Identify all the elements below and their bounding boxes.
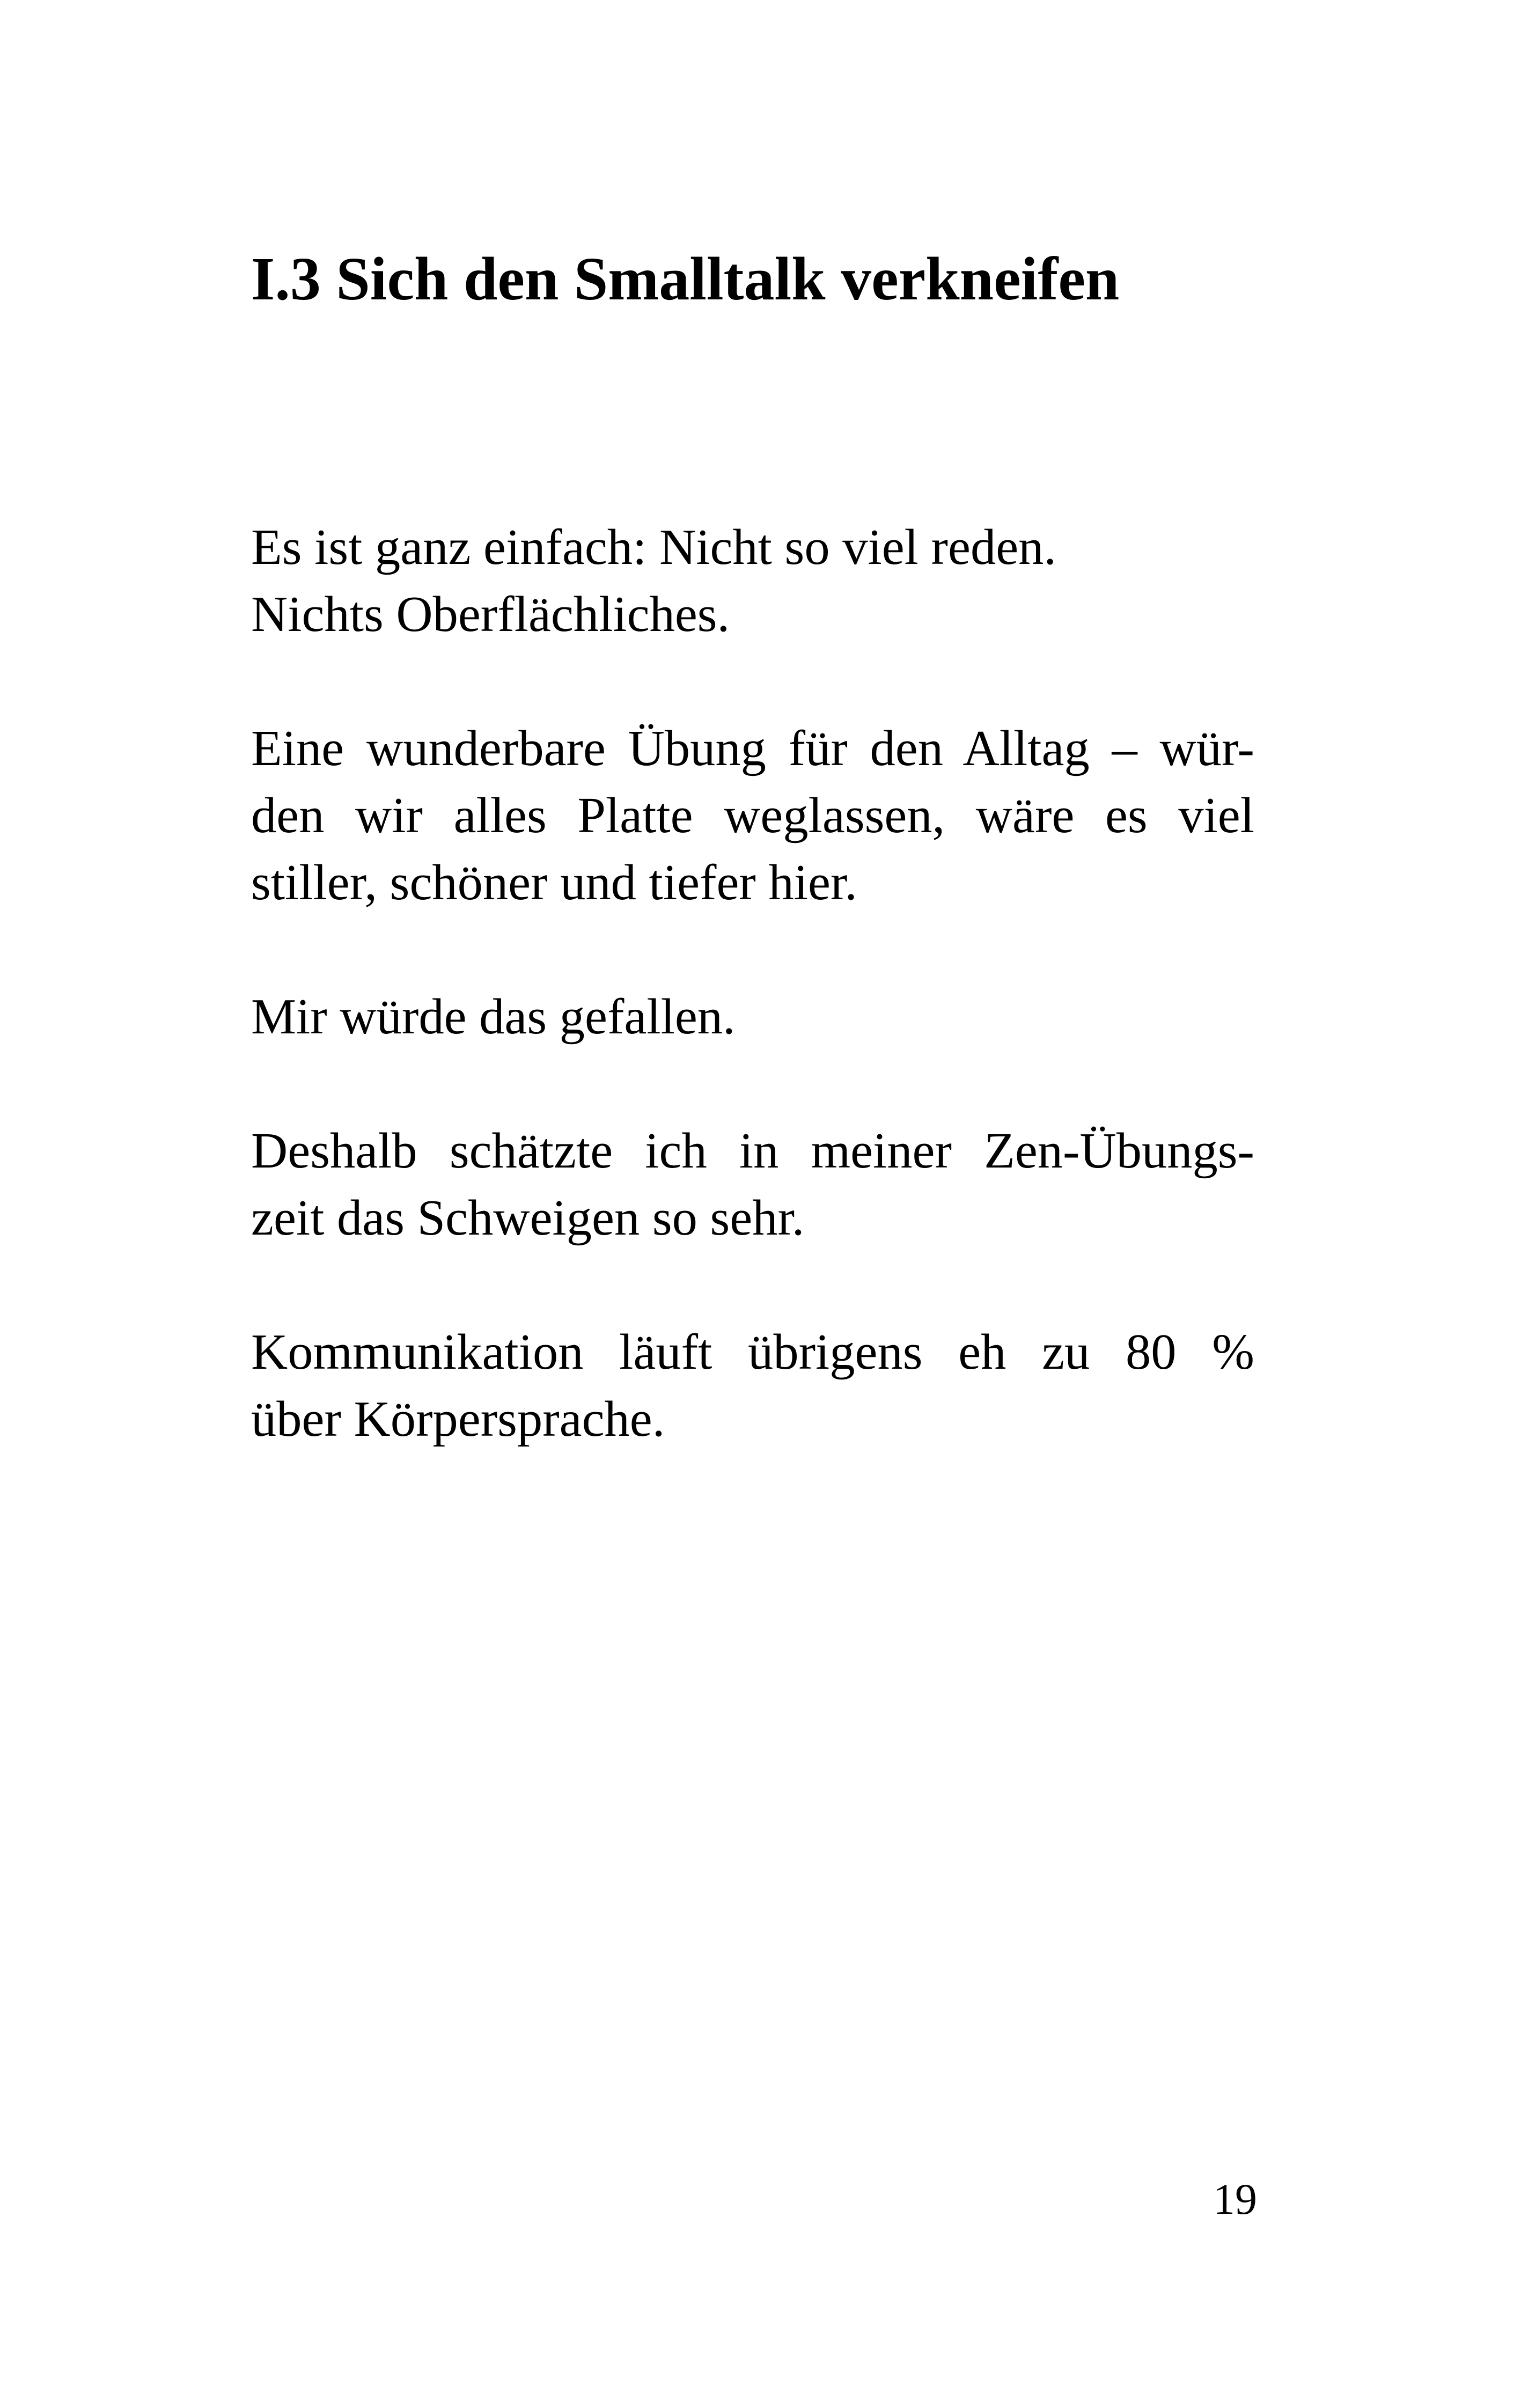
text-line: Eine wunderbare Übung für den Alltag – wür- [251, 721, 1254, 776]
text-line: den wir alles Platte weglassen, wäre es viel [251, 788, 1254, 843]
chapter-title: I.3 Sich den Smalltalk verkneifen [251, 245, 1120, 313]
text-line: über Körpersprache. [251, 1391, 665, 1447]
paragraph-5 [251, 1319, 1254, 1453]
paragraph-3 [251, 983, 1254, 1051]
text-line: Nichts Oberflächliches. [251, 586, 730, 642]
paragraph-1 [251, 514, 1254, 648]
text-line: zeit das Schweigen so sehr. [251, 1190, 805, 1246]
body-text [251, 514, 1254, 1520]
text-line: Es ist ganz einfach: Nicht so viel reden. [251, 519, 1057, 575]
text-line: stiller, schöner und tiefer hier. [251, 855, 857, 911]
text-line: Deshalb schätzte ich in meiner Zen-Übungs- [251, 1123, 1254, 1179]
text-line: Mir würde das gefallen. [251, 989, 736, 1045]
page-number: 19 [1213, 2175, 1257, 2223]
paragraph-2 [251, 715, 1254, 916]
paragraph-4 [251, 1118, 1254, 1252]
text-line: Kommunikation läuft übrigens eh zu 80 % [251, 1324, 1254, 1380]
